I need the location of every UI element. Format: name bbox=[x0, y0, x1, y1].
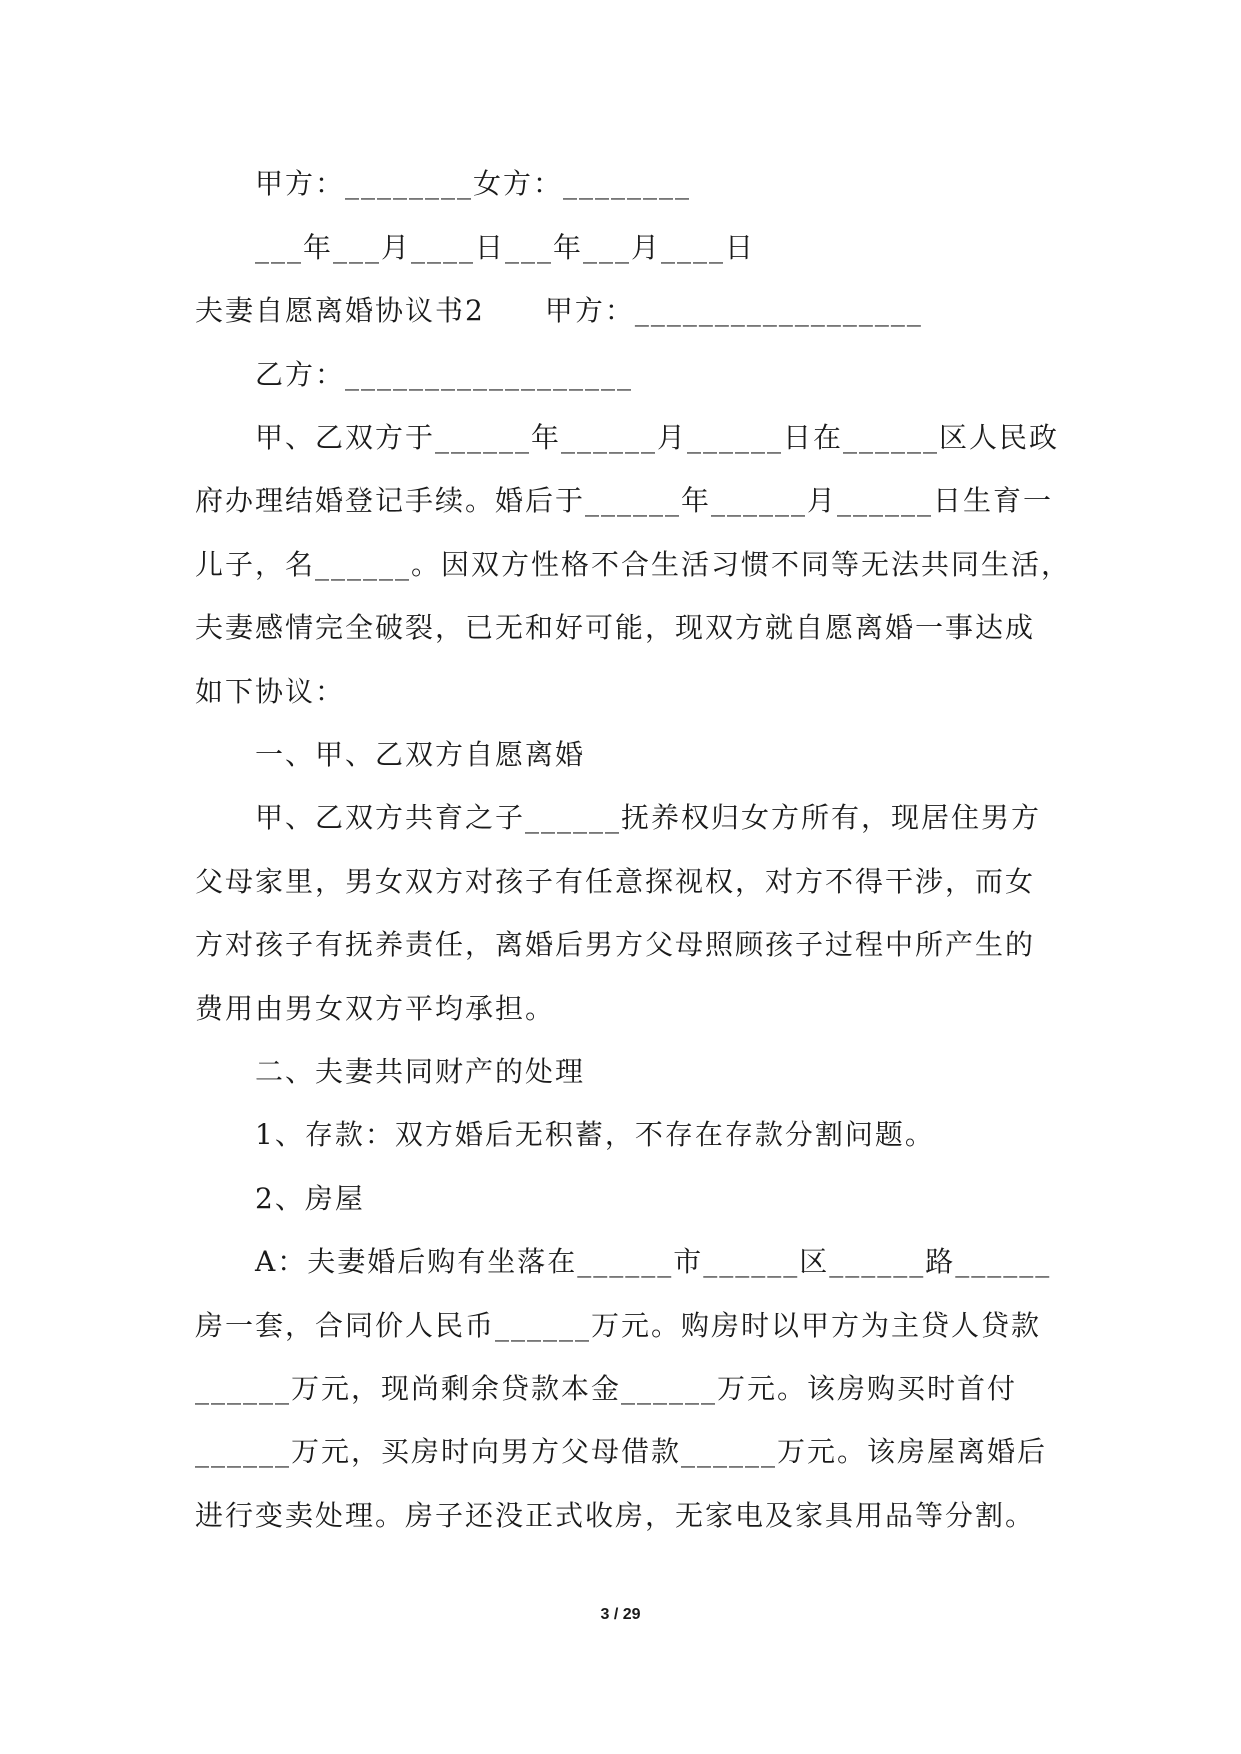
section-heading: 二、夫妻共同财产的处理 bbox=[255, 1055, 586, 1088]
paragraph-line: 甲、乙双方于______年______月______日在______区人民政 bbox=[255, 421, 1060, 454]
party-signature-line: 甲方：________女方：________ bbox=[255, 167, 692, 200]
section-heading: 一、甲、乙双方自愿离婚 bbox=[255, 738, 586, 771]
paragraph-line: 夫妻感情完全破裂，已无和好可能，现双方就自愿离婚一事达成 bbox=[195, 611, 1036, 644]
paragraph-line: 房一套，合同价人民币______万元。购房时以甲方为主贷人贷款 bbox=[195, 1309, 1042, 1342]
paragraph-line: 如下协议： bbox=[195, 675, 346, 708]
signature-date-line: ___年___月____日___年___月____日 bbox=[255, 231, 756, 264]
paragraph-line: 甲、乙双方共育之子______抚养权归女方所有，现居住男方 bbox=[255, 801, 1042, 834]
page-number: 3 / 29 bbox=[600, 1606, 641, 1623]
paragraph-line: 进行变卖处理。房子还没正式收房，无家电及家具用品等分割。 bbox=[195, 1499, 1036, 1532]
paragraph-line: A：夫妻婚后购有坐落在______市______区______路______ bbox=[255, 1245, 1052, 1278]
agreement-title-line: 夫妻自愿离婚协议书2 甲方：__________________ bbox=[195, 294, 923, 327]
paragraph-line: 父母家里，男女双方对孩子有任意探视权，对方不得干涉，而女 bbox=[195, 865, 1036, 898]
paragraph-line: 1、存款：双方婚后无积蓄，不存在存款分割问题。 bbox=[255, 1118, 935, 1151]
paragraph-line: ______万元，现尚剩余贷款本金______万元。该房购买时首付 bbox=[195, 1372, 1018, 1405]
subsection-heading: 2、房屋 bbox=[255, 1182, 365, 1215]
paragraph-line: 儿子，名______。因双方性格不合生活习惯不同等无法共同生活， bbox=[195, 548, 1072, 581]
paragraph-line: ______万元，买房时向男方父母借款______万元。该房屋离婚后 bbox=[195, 1435, 1048, 1468]
paragraph-line: 府办理结婚登记手续。婚后于______年______月______日生育一 bbox=[195, 484, 1054, 517]
party-b-line: 乙方：__________________ bbox=[255, 358, 634, 391]
paragraph-line: 费用由男女双方平均承担。 bbox=[195, 992, 556, 1025]
paragraph-line: 方对孩子有抚养责任，离婚后男方父母照顾孩子过程中所产生的 bbox=[195, 928, 1036, 961]
